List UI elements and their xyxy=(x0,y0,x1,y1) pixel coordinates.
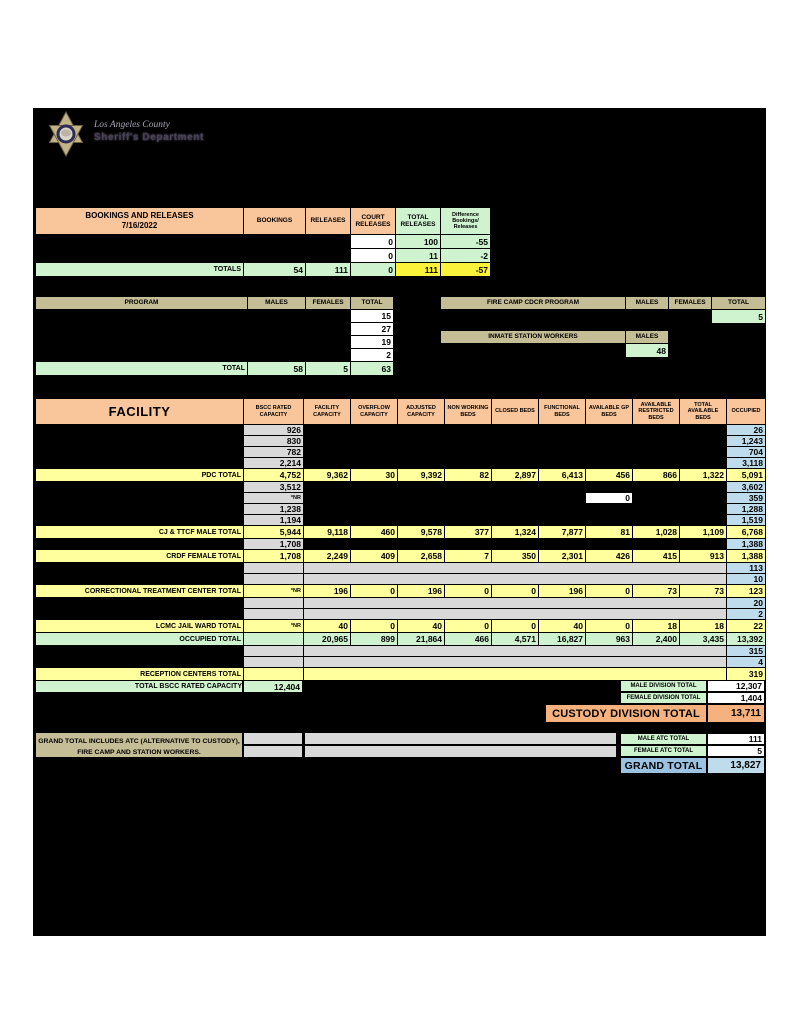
program-total-males: 58 xyxy=(248,362,306,376)
facility-total-row xyxy=(36,668,766,681)
program-total-total: 63 xyxy=(351,362,394,376)
program-table xyxy=(35,296,394,376)
total-cell: 13,392 xyxy=(727,633,766,646)
redacted-cell xyxy=(304,515,727,526)
empty-merged-cell xyxy=(304,657,727,668)
total-releases-value: 11 xyxy=(396,249,441,263)
male-division-total-label: MALE DIVISION TOTAL xyxy=(620,680,707,692)
total-cell: 22 xyxy=(727,620,766,633)
empty-merged-cell xyxy=(304,563,727,574)
redacted-facility-name xyxy=(36,574,244,585)
total-cell: 913 xyxy=(680,550,727,563)
occupied-total-label: OCCUPIED TOTAL xyxy=(36,633,244,646)
total-cell: 0 xyxy=(492,585,539,598)
total-cell: 196 xyxy=(304,585,351,598)
col-males: MALES xyxy=(626,331,669,344)
total-cell: 1,028 xyxy=(633,526,680,539)
total-cell: 1,324 xyxy=(492,526,539,539)
totals-difference: -57 xyxy=(441,263,491,277)
female-atc-total-label: FEMALE ATC TOTAL xyxy=(620,745,707,757)
col-occupied: OCCUPIED xyxy=(727,399,766,425)
total-cell: 73 xyxy=(633,585,680,598)
total-cell: 0 xyxy=(586,585,633,598)
total-cell: 377 xyxy=(445,526,492,539)
total-cell: 9,392 xyxy=(398,469,445,482)
female-atc-total-value: 5 xyxy=(707,745,765,757)
empty-cell xyxy=(244,563,304,574)
redacted-cell xyxy=(304,436,727,447)
fire-camp-title: FIRE CAMP CDCR PROGRAM xyxy=(441,297,626,310)
total-cell: 2,301 xyxy=(539,550,586,563)
lcmc-total-label: LCMC JAIL WARD TOTAL xyxy=(36,620,244,633)
occupied-value: 113 xyxy=(727,563,766,574)
redacted-facility-name xyxy=(36,515,244,526)
col-available-restricted-beds: AVAILABLE RESTRICTED BEDS xyxy=(633,399,680,425)
occupied-value: 319 xyxy=(727,668,766,681)
total-cell: 456 xyxy=(586,469,633,482)
total-cell: 7 xyxy=(445,550,492,563)
redacted-cell xyxy=(36,323,351,336)
facility-total-row xyxy=(36,526,766,539)
totals-row xyxy=(36,263,491,277)
redacted-facility-name xyxy=(36,598,244,609)
redacted-cell xyxy=(304,493,586,504)
redacted-cell xyxy=(244,249,306,263)
totals-court-releases: 0 xyxy=(351,263,396,277)
occupied-value: 4 xyxy=(727,657,766,668)
table-header-row xyxy=(441,297,766,310)
total-cell: 40 xyxy=(539,620,586,633)
reception-total-label: RECEPTION CENTERS TOTAL xyxy=(36,668,244,681)
sheriff-star-icon xyxy=(46,111,86,157)
total-cell: 2,897 xyxy=(492,469,539,482)
total-cell: 16,827 xyxy=(539,633,586,646)
facility-row xyxy=(36,482,766,493)
total-cell: 2,249 xyxy=(304,550,351,563)
total-cell: 426 xyxy=(586,550,633,563)
total-cell: 21,864 xyxy=(398,633,445,646)
empty-cell xyxy=(244,657,304,668)
redacted-cell xyxy=(441,344,626,358)
program-title: PROGRAM xyxy=(36,297,248,310)
col-males: MALES xyxy=(626,297,669,310)
ctc-total-label: CORRECTIONAL TREATMENT CENTER TOTAL xyxy=(36,585,244,598)
total-releases-value: 100 xyxy=(396,235,441,249)
total-cell: 460 xyxy=(351,526,398,539)
program-row-total: 2 xyxy=(351,349,394,362)
occupied-value: 359 xyxy=(727,493,766,504)
occupied-value: 2 xyxy=(727,609,766,620)
redacted-cell xyxy=(304,482,727,493)
redacted-facility-name xyxy=(36,504,244,515)
station-workers-males: 48 xyxy=(626,344,669,358)
col-males: MALES xyxy=(248,297,306,310)
total-cell: 18 xyxy=(680,620,727,633)
occupied-value: 26 xyxy=(727,425,766,436)
col-adjusted-capacity: ADJUSTED CAPACITY xyxy=(398,399,445,425)
total-bscc-label: TOTAL BSCC RATED CAPACITY xyxy=(35,680,243,693)
total-cell: 40 xyxy=(398,620,445,633)
col-bscc-rated-capacity: BSCC RATED CAPACITY xyxy=(244,399,304,425)
total-cell: 4,752 xyxy=(244,469,304,482)
difference-value: -2 xyxy=(441,249,491,263)
facility-row xyxy=(36,436,766,447)
occupied-value: 3,602 xyxy=(727,482,766,493)
total-cell: 9,118 xyxy=(304,526,351,539)
facility-total-row xyxy=(36,469,766,482)
total-cell: 73 xyxy=(680,585,727,598)
fire-camp-table xyxy=(440,296,766,324)
bscc-value: 1,238 xyxy=(244,504,304,515)
bscc-value: 1,194 xyxy=(244,515,304,526)
total-cell: 0 xyxy=(445,585,492,598)
facility-total-row xyxy=(36,550,766,563)
redacted-cell xyxy=(36,349,351,362)
bookings-releases-table xyxy=(35,207,491,277)
total-cell: 196 xyxy=(398,585,445,598)
redacted-cell xyxy=(304,447,727,458)
total-cell: 2,658 xyxy=(398,550,445,563)
total-cell: 20,965 xyxy=(304,633,351,646)
total-cell: 123 xyxy=(727,585,766,598)
station-workers-table xyxy=(440,330,669,358)
available-gp-value: 0 xyxy=(586,493,633,504)
empty-cell xyxy=(244,598,304,609)
facility-total-row xyxy=(36,585,766,598)
empty-merged-cell xyxy=(304,574,727,585)
bookings-date: 7/16/2022 xyxy=(121,221,158,230)
occupied-value: 10 xyxy=(727,574,766,585)
occupied-value: 1,388 xyxy=(727,539,766,550)
bscc-value: 1,708 xyxy=(244,539,304,550)
total-cell: 466 xyxy=(445,633,492,646)
redacted-cell xyxy=(304,458,727,469)
total-cell: 196 xyxy=(539,585,586,598)
atc-note: GRAND TOTAL INCLUDES ATC (ALTERNATIVE TO CUSTODY), FIRE CAMP AND STATION WORKERS. xyxy=(35,732,243,758)
total-cell: 0 xyxy=(351,585,398,598)
facility-total-row xyxy=(36,620,766,633)
total-cell: 82 xyxy=(445,469,492,482)
redacted-cell xyxy=(304,504,727,515)
facility-row xyxy=(36,609,766,620)
custody-division-total-value: 13,711 xyxy=(707,704,765,723)
total-cell: 3,435 xyxy=(680,633,727,646)
total-cell: 1,388 xyxy=(727,550,766,563)
total-cell: 6,768 xyxy=(727,526,766,539)
total-cell: 899 xyxy=(351,633,398,646)
total-cell: 350 xyxy=(492,550,539,563)
table-header-row xyxy=(441,331,669,344)
empty-cell xyxy=(244,609,304,620)
facility-row xyxy=(36,493,766,504)
col-facility-capacity: FACILITY CAPACITY xyxy=(304,399,351,425)
total-cell: 0 xyxy=(351,620,398,633)
redacted-facility-name xyxy=(36,657,244,668)
redacted-cell xyxy=(441,310,712,324)
total-cell xyxy=(244,633,304,646)
program-row-total: 19 xyxy=(351,336,394,349)
redacted-cell xyxy=(304,539,727,550)
redacted-cell xyxy=(633,493,727,504)
male-division-total-value: 12,307 xyxy=(707,680,765,692)
report-page xyxy=(33,108,766,936)
empty-merged-cell xyxy=(304,646,727,657)
facility-table xyxy=(35,398,766,681)
col-overflow-capacity: OVERFLOW CAPACITY xyxy=(351,399,398,425)
redacted-facility-name xyxy=(36,493,244,504)
table-row xyxy=(36,310,394,323)
col-court-releases: COURT RELEASES xyxy=(351,208,396,235)
difference-value: -55 xyxy=(441,235,491,249)
redacted-facility-name xyxy=(36,425,244,436)
redacted-cell xyxy=(36,310,351,323)
total-cell: 81 xyxy=(586,526,633,539)
occupied-value: 1,288 xyxy=(727,504,766,515)
crdf-total-label: CRDF FEMALE TOTAL xyxy=(36,550,244,563)
redacted-facility-name xyxy=(36,447,244,458)
grand-total-value: 13,827 xyxy=(707,757,765,774)
empty-merged-cell xyxy=(304,609,727,620)
bscc-value: 782 xyxy=(244,447,304,458)
total-cell: *NR xyxy=(244,585,304,598)
total-cell: *NR xyxy=(244,620,304,633)
total-cell: 5,091 xyxy=(727,469,766,482)
bookings-title-text: BOOKINGS AND RELEASES xyxy=(85,211,194,220)
totals-total-releases: 111 xyxy=(396,263,441,277)
col-functional-beds: FUNCTIONAL BEDS xyxy=(539,399,586,425)
table-row xyxy=(36,336,394,349)
empty-cell xyxy=(243,732,303,745)
occupied-value: 1,243 xyxy=(727,436,766,447)
totals-row xyxy=(36,362,394,376)
facility-row xyxy=(36,425,766,436)
col-non-working-beds: NON WORKING BEDS xyxy=(445,399,492,425)
total-bscc-value: 12,404 xyxy=(243,680,303,693)
total-cell: 5,944 xyxy=(244,526,304,539)
col-difference: Difference Bookings/ Releases xyxy=(441,208,491,235)
total-cell: 415 xyxy=(633,550,680,563)
table-row xyxy=(441,344,669,358)
facility-title: FACILITY xyxy=(36,399,244,425)
redacted-cell xyxy=(244,235,306,249)
facility-row xyxy=(36,574,766,585)
redacted-facility-name xyxy=(36,436,244,447)
empty-cell xyxy=(244,668,304,681)
redacted-cell xyxy=(306,235,351,249)
facility-row xyxy=(36,458,766,469)
col-available-gp-beds: AVAILABLE GP BEDS xyxy=(586,399,633,425)
col-releases: RELEASES xyxy=(306,208,351,235)
total-cell: 9,578 xyxy=(398,526,445,539)
total-cell: 9,362 xyxy=(304,469,351,482)
facility-header-row xyxy=(36,399,766,425)
bscc-value: *NR xyxy=(244,493,304,504)
total-cell: 0 xyxy=(492,620,539,633)
facility-row xyxy=(36,504,766,515)
bscc-value: 2,214 xyxy=(244,458,304,469)
table-row xyxy=(36,235,491,249)
table-row xyxy=(441,310,766,324)
col-females: FEMALES xyxy=(306,297,351,310)
occupied-value: 1,519 xyxy=(727,515,766,526)
col-females: FEMALES xyxy=(669,297,712,310)
total-cell: 409 xyxy=(351,550,398,563)
col-total-available-beds: TOTAL AVAILABLE BEDS xyxy=(680,399,727,425)
total-cell: 4,571 xyxy=(492,633,539,646)
program-total-label: TOTAL xyxy=(36,362,248,376)
total-cell: 1,109 xyxy=(680,526,727,539)
col-total: TOTAL xyxy=(351,297,394,310)
facility-row xyxy=(36,646,766,657)
table-row xyxy=(36,349,394,362)
logo-agency-text: Los Angeles County xyxy=(94,120,170,130)
redacted-cell xyxy=(36,235,244,249)
empty-merged-cell xyxy=(304,732,617,745)
facility-row xyxy=(36,598,766,609)
occupied-total-row xyxy=(36,633,766,646)
col-total: TOTAL xyxy=(712,297,766,310)
occupied-value: 20 xyxy=(727,598,766,609)
empty-merged-cell xyxy=(304,598,727,609)
facility-row xyxy=(36,447,766,458)
total-cell: 18 xyxy=(633,620,680,633)
totals-releases: 111 xyxy=(306,263,351,277)
program-row-total: 27 xyxy=(351,323,394,336)
table-header-row xyxy=(36,208,491,235)
redacted-cell xyxy=(36,249,244,263)
table-row xyxy=(36,323,394,336)
total-cell: 6,413 xyxy=(539,469,586,482)
redacted-facility-name xyxy=(36,563,244,574)
empty-cell xyxy=(244,646,304,657)
total-cell: 963 xyxy=(586,633,633,646)
station-workers-title: INMATE STATION WORKERS xyxy=(441,331,626,344)
female-division-total-label: FEMALE DIVISION TOTAL xyxy=(620,692,707,704)
totals-bookings: 54 xyxy=(244,263,306,277)
total-cell: 30 xyxy=(351,469,398,482)
redacted-facility-name xyxy=(36,458,244,469)
col-closed-beds: CLOSED BEDS xyxy=(492,399,539,425)
redacted-cell xyxy=(306,249,351,263)
total-cell: 40 xyxy=(304,620,351,633)
total-cell: 2,400 xyxy=(633,633,680,646)
total-cell: 1,708 xyxy=(244,550,304,563)
occupied-value: 3,118 xyxy=(727,458,766,469)
redacted-facility-name xyxy=(36,539,244,550)
court-releases-value: 0 xyxy=(351,249,396,263)
total-cell: 866 xyxy=(633,469,680,482)
redacted-facility-name xyxy=(36,609,244,620)
empty-merged-cell xyxy=(304,745,617,758)
facility-row xyxy=(36,539,766,550)
total-cell: 0 xyxy=(586,620,633,633)
occupied-value: 315 xyxy=(727,646,766,657)
totals-label: TOTALS xyxy=(36,263,244,277)
col-total-releases: TOTAL RELEASES xyxy=(396,208,441,235)
total-cell: 1,322 xyxy=(680,469,727,482)
cj-ttcf-total-label: CJ & TTCF MALE TOTAL xyxy=(36,526,244,539)
occupied-value: 704 xyxy=(727,447,766,458)
custody-division-total-label: CUSTODY DIVISION TOTAL xyxy=(545,704,707,723)
female-division-total-value: 1,404 xyxy=(707,692,765,704)
empty-merged-cell xyxy=(304,668,727,681)
total-cell: 7,877 xyxy=(539,526,586,539)
empty-cell xyxy=(244,574,304,585)
facility-row xyxy=(36,515,766,526)
empty-cell xyxy=(243,745,303,758)
redacted-cell xyxy=(304,425,727,436)
pdc-total-label: PDC TOTAL xyxy=(36,469,244,482)
agency-logo xyxy=(46,111,346,161)
facility-row xyxy=(36,563,766,574)
program-total-females: 5 xyxy=(306,362,351,376)
logo-department-text: Sheriff's Department xyxy=(94,132,204,143)
program-row-total: 15 xyxy=(351,310,394,323)
table-header-row xyxy=(36,297,394,310)
bscc-value: 3,512 xyxy=(244,482,304,493)
redacted-facility-name xyxy=(36,482,244,493)
bookings-title xyxy=(36,208,244,235)
fire-camp-total: 5 xyxy=(712,310,766,324)
redacted-cell xyxy=(36,336,351,349)
court-releases-value: 0 xyxy=(351,235,396,249)
table-row xyxy=(36,249,491,263)
total-cell: 0 xyxy=(445,620,492,633)
male-atc-total-value: 111 xyxy=(707,733,765,745)
bscc-value: 926 xyxy=(244,425,304,436)
col-bookings: BOOKINGS xyxy=(244,208,306,235)
male-atc-total-label: MALE ATC TOTAL xyxy=(620,733,707,745)
bscc-value: 830 xyxy=(244,436,304,447)
grand-total-label: GRAND TOTAL xyxy=(620,757,707,774)
redacted-facility-name xyxy=(36,646,244,657)
facility-row xyxy=(36,657,766,668)
